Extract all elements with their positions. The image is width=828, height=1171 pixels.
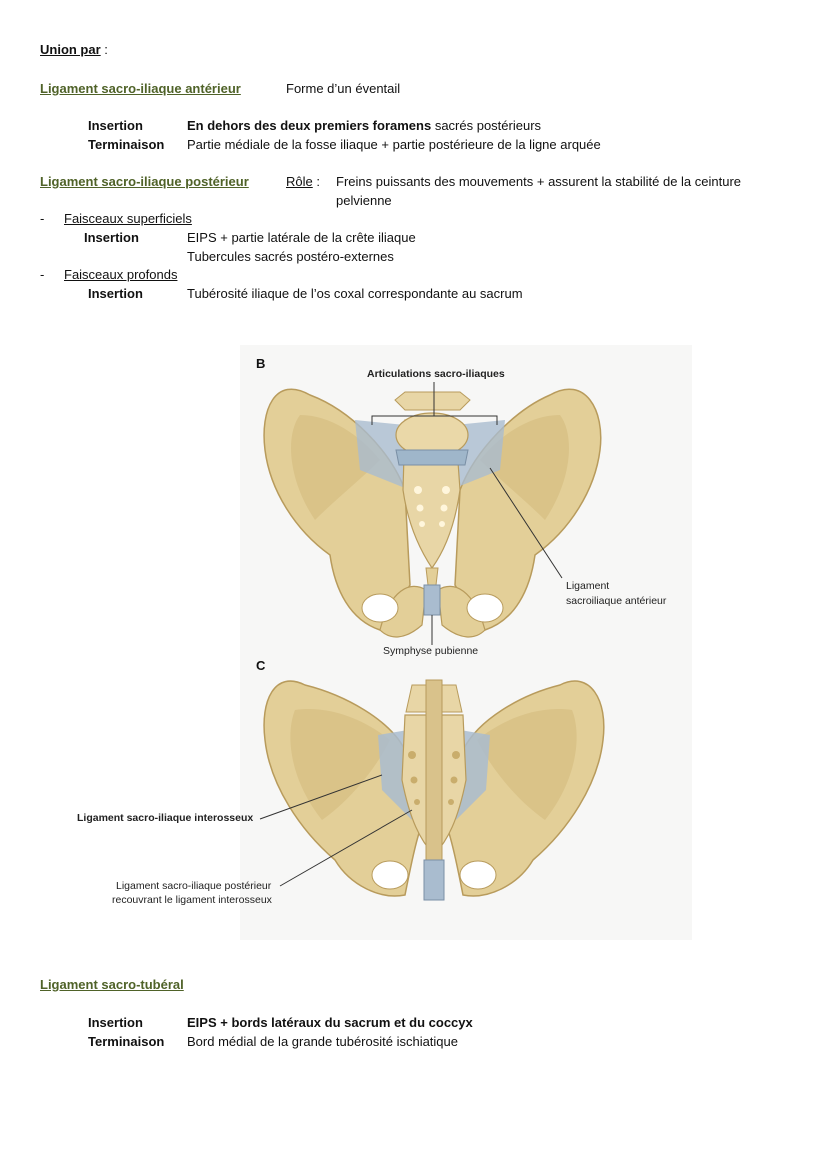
union-heading bbox=[40, 42, 108, 57]
lig-ant-title: Ligament sacro-iliaque antérieur bbox=[40, 81, 241, 96]
lig-ant-insertion bbox=[187, 118, 541, 133]
figure-c-interosseux: Ligament sacro-iliaque interosseux bbox=[77, 812, 254, 824]
lig-tub-terminaison-label: Terminaison bbox=[88, 1034, 165, 1049]
sup-line2: Tubercules sacrés postéro-externes bbox=[187, 249, 394, 264]
lig-tub-insertion-label: Insertion bbox=[88, 1015, 143, 1030]
lig-ant-insertion-bold: En dehors des deux premiers foramens bbox=[187, 118, 432, 133]
lig-ant-insertion-label: Insertion bbox=[88, 118, 143, 133]
lig-post-role-colon: : bbox=[312, 174, 320, 189]
figure-letter-c: C bbox=[256, 658, 266, 673]
lig-ant-shape: Forme d’un éventail bbox=[286, 81, 401, 96]
lig-post-role-line1: Freins puissants des mouvements + assurent la stabilité de la ceinture bbox=[336, 174, 742, 189]
prof-line1: Tubérosité iliaque de l’os coxal correspondante au sacrum bbox=[187, 286, 523, 301]
sup-insertion-label: Insertion bbox=[84, 230, 139, 245]
figure-letter-b: B bbox=[256, 356, 266, 371]
bullet-dash-sup: - bbox=[40, 211, 45, 226]
bullet-dash-prof: - bbox=[40, 267, 45, 282]
lig-post-role bbox=[286, 174, 320, 189]
lig-ant-insertion-rest: sacrés postérieurs bbox=[431, 118, 542, 133]
figure-b-ligament-line1: Ligament bbox=[566, 580, 610, 592]
lig-post-role-label: Rôle bbox=[286, 174, 313, 189]
sup-title: Faisceaux superficiels bbox=[64, 211, 192, 226]
lig-tub-terminaison-text: Bord médial de la grande tubérosité ischiatique bbox=[187, 1034, 459, 1049]
union-label: Union par bbox=[40, 42, 101, 57]
lig-post-role-line2: pelvienne bbox=[336, 193, 392, 208]
figure-c-post-line2: recouvrant le ligament interosseux bbox=[112, 894, 272, 906]
lig-ant-terminaison-label: Terminaison bbox=[88, 137, 165, 152]
union-colon: : bbox=[100, 42, 108, 57]
lig-ant-terminaison-text: Partie médiale de la fosse iliaque + partie postérieure de la ligne arquée bbox=[187, 137, 601, 152]
prof-insertion-label: Insertion bbox=[88, 286, 143, 301]
figure-b-ligament-line2: sacroiliaque antérieur bbox=[566, 595, 667, 607]
figure-b-title: Articulations sacro-iliaques bbox=[367, 368, 505, 380]
sup-line1: EIPS + partie latérale de la crête iliaque bbox=[187, 230, 416, 245]
lig-tub-title: Ligament sacro-tubéral bbox=[40, 977, 184, 992]
pelvis-illustration bbox=[60, 340, 692, 940]
pelvis-figure bbox=[60, 340, 692, 940]
figure-b-symphyse: Symphyse pubienne bbox=[383, 645, 479, 657]
prof-title: Faisceaux profonds bbox=[64, 267, 178, 282]
lig-tub-insertion-text: EIPS + bords latéraux du sacrum et du coccyx bbox=[187, 1015, 473, 1030]
figure-c-post-line1: Ligament sacro-iliaque postérieur bbox=[116, 880, 272, 892]
lig-post-title: Ligament sacro-iliaque postérieur bbox=[40, 174, 249, 189]
